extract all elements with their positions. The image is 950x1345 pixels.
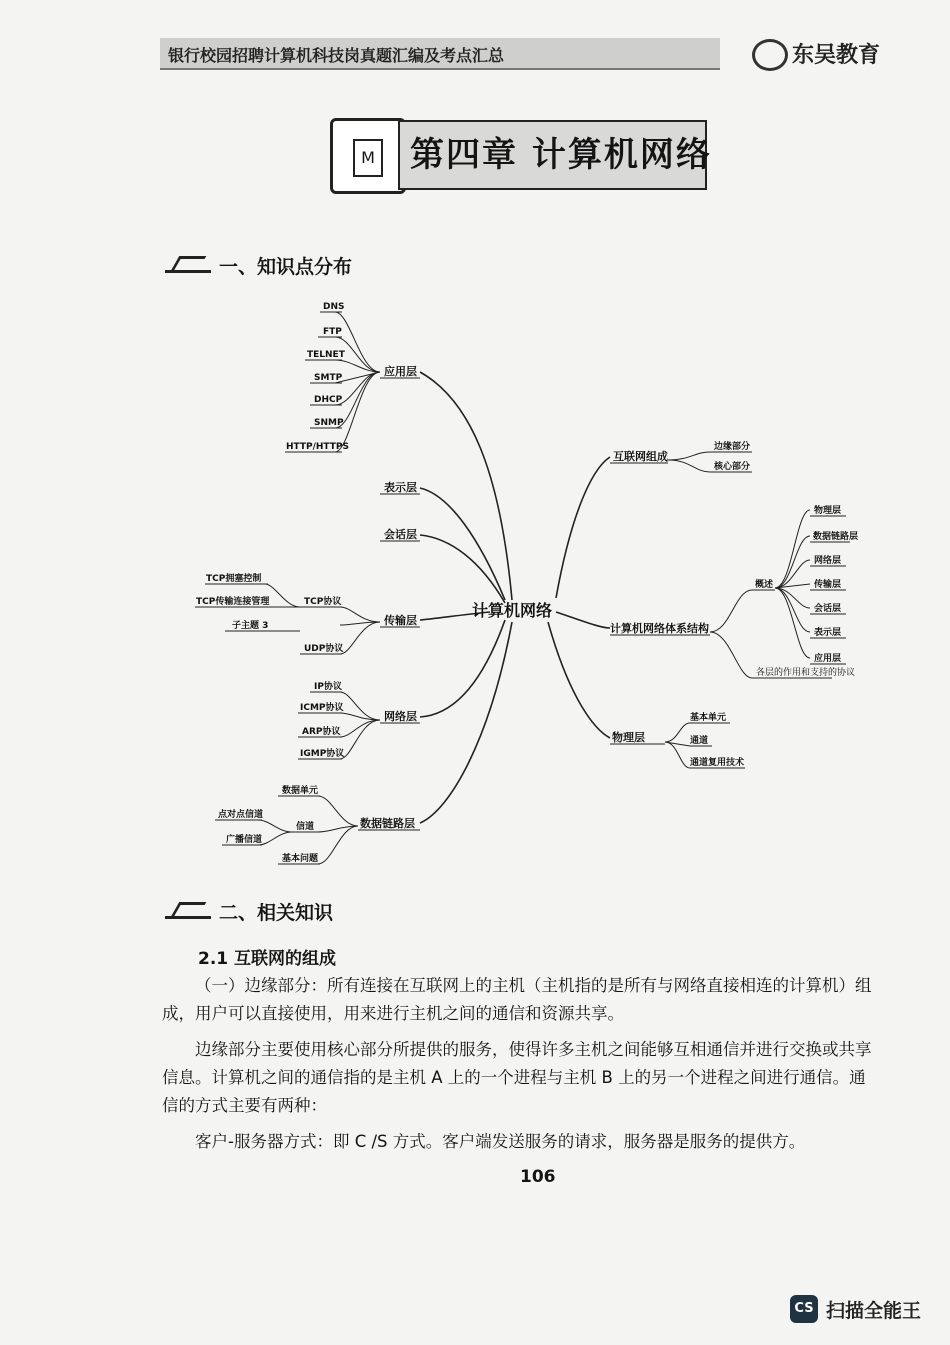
arch-layer-physical: 物理层 bbox=[814, 506, 842, 516]
page-number: 106 bbox=[520, 1167, 556, 1187]
arch-layer-transport: 传输层 bbox=[814, 580, 842, 590]
node-network-layer: 网络层 bbox=[384, 710, 417, 723]
node-physical-layer: 物理层 bbox=[612, 731, 645, 744]
node-session-layer: 会话层 bbox=[384, 528, 417, 541]
node-presentation-layer: 表示层 bbox=[384, 481, 417, 494]
node-network-architecture: 计算机网络体系结构 bbox=[610, 622, 709, 635]
link-data-unit: 数据单元 bbox=[282, 786, 319, 796]
open-book-icon bbox=[165, 902, 211, 919]
arch-layer-session: 会话层 bbox=[814, 604, 842, 614]
app-item-http: HTTP/HTTPS bbox=[286, 442, 349, 452]
node-datalink-layer: 数据链路层 bbox=[360, 817, 415, 830]
udp-protocol: UDP协议 bbox=[304, 644, 344, 654]
internet-core: 核心部分 bbox=[714, 462, 751, 472]
running-header-title: 银行校园招聘计算机科技岗真题汇编及考点汇总 bbox=[168, 46, 505, 65]
arch-layer-presentation: 表示层 bbox=[814, 628, 842, 638]
chapter-title: 第四章 计算机网络 bbox=[398, 120, 707, 190]
scanner-label: 扫描全能王 bbox=[826, 1300, 922, 1322]
arch-layer-datalink: 数据链路层 bbox=[813, 532, 859, 542]
phys-channel: 通道 bbox=[690, 736, 709, 746]
mindmap-center: 计算机网络 bbox=[472, 601, 553, 620]
app-item-smtp: SMTP bbox=[314, 373, 343, 383]
node-application-layer: 应用层 bbox=[384, 365, 417, 378]
internet-edge: 边缘部分 bbox=[714, 442, 751, 452]
section-title-2: 二、相关知识 bbox=[219, 902, 334, 924]
link-broadcast-channel: 广播信道 bbox=[226, 835, 263, 845]
sub-topic-3: 子主题 3 bbox=[232, 621, 269, 631]
app-item-snmp: SNMP bbox=[314, 418, 344, 428]
arch-protocols: 各层的作用和支持的协议 bbox=[756, 668, 856, 678]
net-item-igmp: IGMP协议 bbox=[300, 749, 345, 759]
app-item-dns: DNS bbox=[323, 302, 345, 312]
arch-layer-network: 网络层 bbox=[814, 556, 842, 566]
subsection-title: 2.1 互联网的组成 bbox=[198, 949, 337, 969]
app-item-telnet: TELNET bbox=[307, 350, 345, 360]
app-item-ftp: FTP bbox=[323, 327, 342, 337]
arch-layer-application: 应用层 bbox=[814, 654, 842, 664]
camscanner-icon: CS bbox=[790, 1295, 818, 1323]
phys-multiplexing: 通道复用技术 bbox=[690, 758, 745, 768]
link-basic-issues: 基本问题 bbox=[282, 854, 319, 864]
book-icon-letter: M bbox=[353, 139, 383, 177]
node-internet-composition: 互联网组成 bbox=[613, 450, 668, 463]
arch-overview: 概述 bbox=[755, 580, 774, 590]
paragraph-client-server: 客户-服务器方式：即 C /S 方式。客户端发送服务的请求，服务器是服务的提供方。 bbox=[195, 1132, 806, 1151]
net-item-icmp: ICMP协议 bbox=[300, 703, 344, 713]
paragraph-edge-services: 边缘部分主要使用核心部分所提供的服务，使得许多主机之间能够互相通信并进行交换或共享信息。计算机之间的通信指的是主机 A 上的一个进程与主机 B 上的另一个进程之间进行通信。通信的方式主要有两种： bbox=[162, 1040, 872, 1115]
tcp-protocol: TCP协议 bbox=[304, 597, 342, 607]
section-title-1: 一、知识点分布 bbox=[219, 256, 353, 278]
app-item-dhcp: DHCP bbox=[314, 395, 343, 405]
section-heading-2 bbox=[165, 898, 333, 925]
link-channel: 信道 bbox=[296, 822, 315, 832]
node-transport-layer: 传输层 bbox=[384, 614, 417, 627]
link-p2p-channel: 点对点信道 bbox=[218, 810, 264, 820]
logo-text: 东吴教育 bbox=[792, 43, 881, 68]
phys-basic-unit: 基本单元 bbox=[690, 713, 727, 723]
tcp-connection-management: TCP传输连接管理 bbox=[196, 597, 270, 607]
tcp-congestion-control: TCP拥塞控制 bbox=[206, 574, 262, 584]
paragraph-edge: （一）边缘部分：所有连接在互联网上的主机（主机指的是所有与网络直接相连的计算机）组成，用户可以直接使用，用来进行主机之间的通信和资源共享。 bbox=[162, 976, 872, 1023]
net-item-ip: IP协议 bbox=[314, 682, 342, 692]
net-item-arp: ARP协议 bbox=[302, 727, 341, 737]
